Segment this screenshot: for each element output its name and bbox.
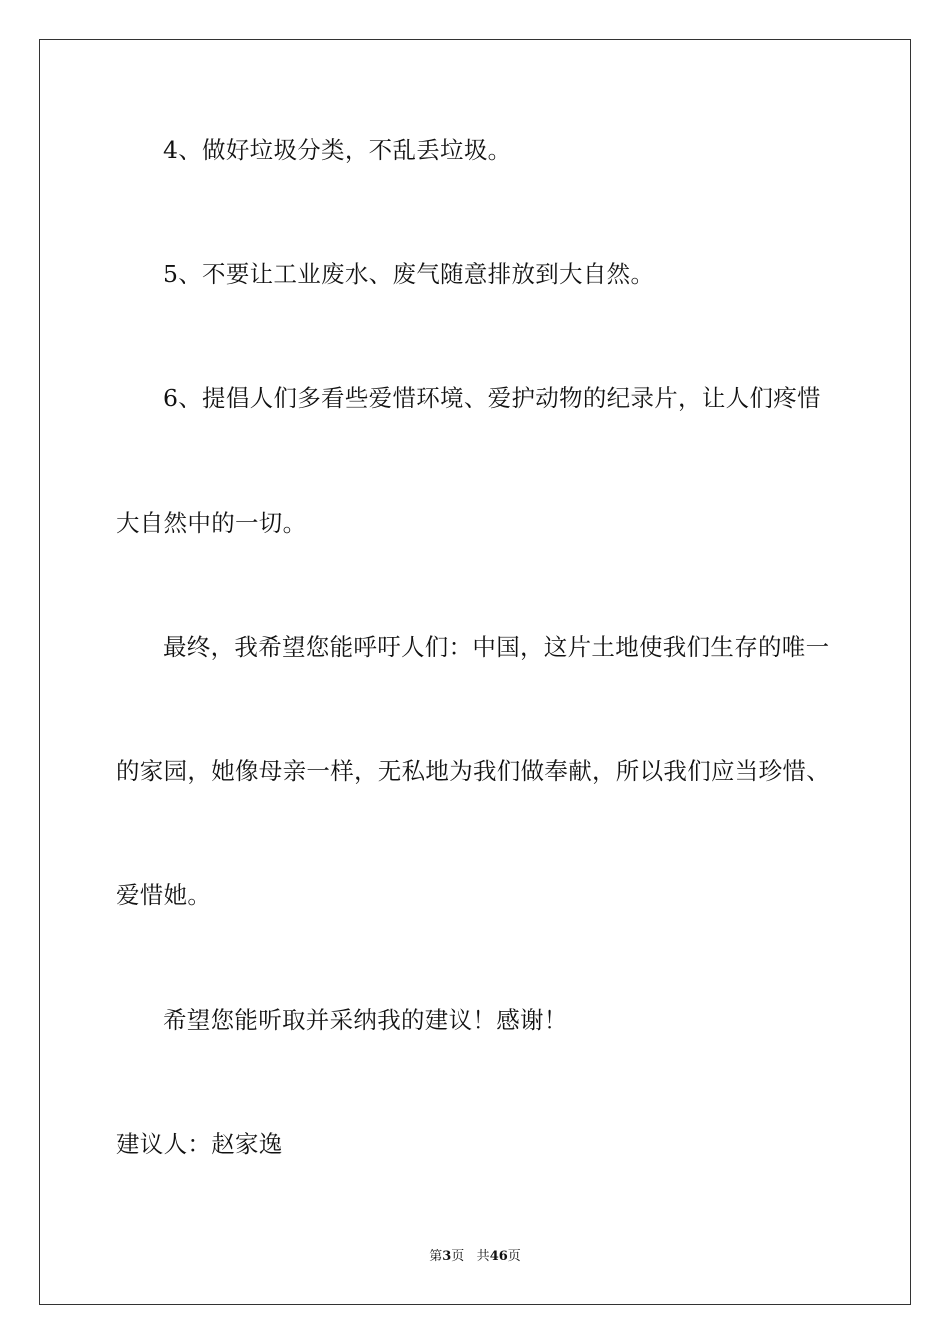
closing-paragraph-line-1: 最终，我希望您能呼吁人们：中国，这片土地使我们生存的唯一 xyxy=(163,633,830,661)
footer-total-pages: 46 xyxy=(489,1249,508,1264)
signature-line: 建议人：赵家逸 xyxy=(116,1130,283,1158)
paragraph-item-4: 4、做好垃圾分类，不乱丢垃圾。 xyxy=(163,136,512,164)
footer-total-suffix: 页 xyxy=(507,1249,521,1264)
paragraph-item-5: 5、不要让工业废水、废气随意排放到大自然。 xyxy=(163,260,655,288)
paragraph-item-6-line-1: 6、提倡人们多看些爱惜环境、爱护动物的纪录片，让人们疼惜 xyxy=(163,384,821,412)
page-footer xyxy=(0,1248,950,1266)
closing-paragraph-line-3: 爱惜她。 xyxy=(116,881,212,909)
page-border xyxy=(39,39,911,1305)
footer-page-number: 3 xyxy=(442,1249,452,1264)
paragraph-item-6-line-2: 大自然中的一切。 xyxy=(116,509,307,537)
thanks-line: 希望您能听取并采纳我的建议！感谢！ xyxy=(163,1006,568,1034)
footer-page-prefix: 第 xyxy=(429,1249,443,1264)
footer-page-suffix: 页 xyxy=(451,1249,465,1264)
closing-paragraph-line-2: 的家园，她像母亲一样，无私地为我们做奉献，所以我们应当珍惜、 xyxy=(116,757,830,785)
footer-total-prefix: 共 xyxy=(476,1249,490,1264)
